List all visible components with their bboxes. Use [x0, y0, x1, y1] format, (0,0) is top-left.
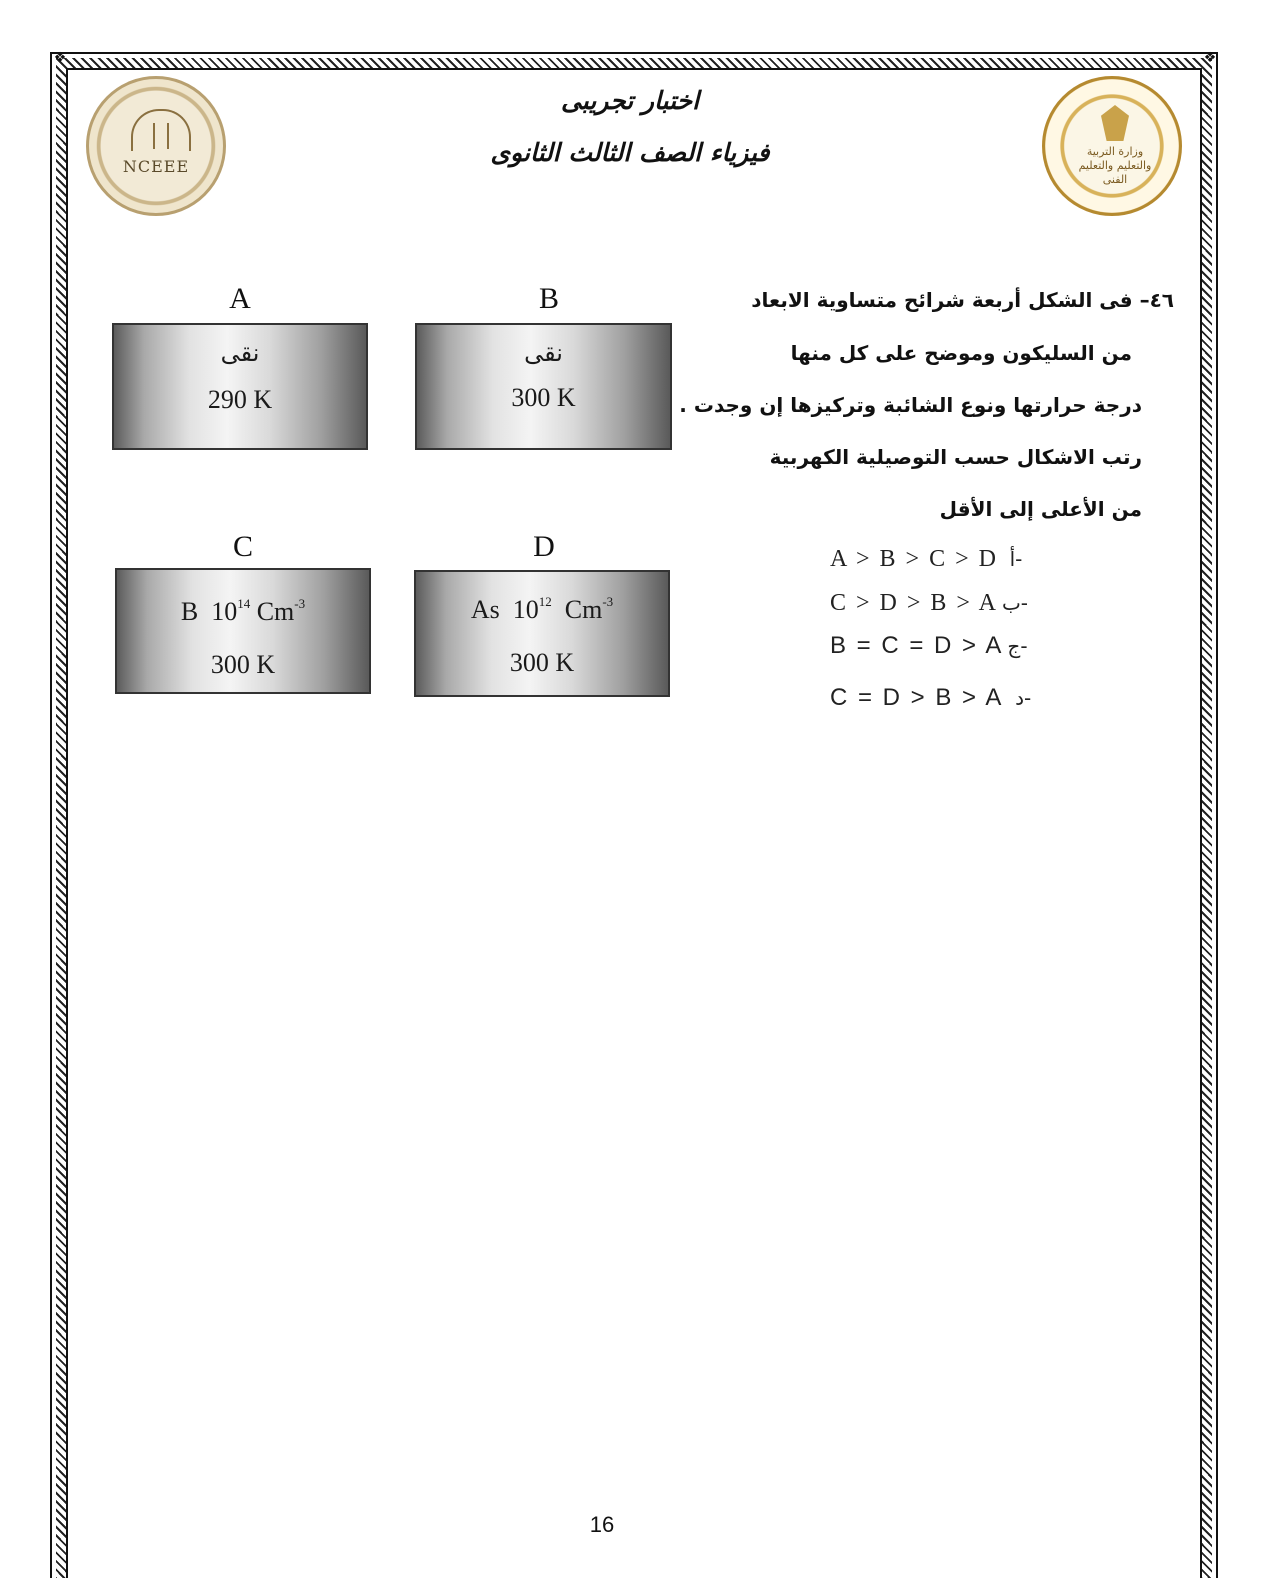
- slab-d-exponent: 12: [538, 594, 552, 609]
- eagle-icon: [1101, 105, 1129, 141]
- option-c-text: B = C = D > A: [830, 632, 1004, 659]
- slab-c-unit: Cm: [256, 597, 295, 626]
- slab-d-unit-exponent: -3: [602, 594, 614, 609]
- question-line-5: من الأعلى إلى الأقل: [939, 497, 1142, 521]
- slab-d-doping: [416, 594, 668, 625]
- nceee-logo-text: NCEEE: [122, 157, 190, 176]
- corner-ornament-icon: ❖: [53, 50, 67, 66]
- page-title: اختبار تجريبى: [560, 86, 700, 115]
- question-line-1: ٤٦– فى الشكل أربعة شرائح متساوية الابعاد: [751, 288, 1174, 312]
- option-d-text: C = D > B > A: [830, 684, 1004, 711]
- slab-d: [414, 570, 670, 697]
- slab-c-doping: [117, 596, 369, 627]
- slab-d-temperature: 300 K: [509, 648, 575, 677]
- option-d[interactable]: [830, 683, 1031, 712]
- slab-b-temperature: 300 K: [511, 383, 576, 412]
- ministry-seal-arabic: وزارة التربية والتعليم والتعليم الفنى: [1078, 145, 1152, 186]
- option-b[interactable]: [830, 588, 1028, 617]
- slab-b-label: B: [538, 282, 559, 315]
- option-c-letter: ج-: [1007, 634, 1028, 658]
- option-b-text: C > D > B > A: [830, 590, 998, 616]
- nceee-logo-icon: [86, 76, 226, 216]
- option-c[interactable]: [830, 631, 1028, 660]
- option-a[interactable]: [830, 544, 1022, 573]
- option-b-letter: ب-: [1001, 591, 1029, 615]
- option-a-text: A > B > C > D: [830, 546, 998, 572]
- question-line-2: من السليكون وموضح على كل منها: [790, 341, 1132, 365]
- option-a-letter: أ-: [1009, 547, 1023, 571]
- slab-a-type: نقى: [220, 339, 260, 367]
- slab-c-dopant: B: [180, 597, 199, 626]
- slab-c: [115, 568, 371, 694]
- slab-a: [112, 323, 368, 450]
- ministry-seal-icon: [1042, 76, 1182, 216]
- question-line-3: درجة حرارتها ونوع الشائبة وتركيزها إن وجدت .: [679, 393, 1142, 417]
- slab-d-label: D: [533, 530, 555, 563]
- scale-icon: [153, 123, 169, 149]
- slab-d-base: 10: [512, 595, 539, 624]
- slab-b: [415, 323, 672, 450]
- slab-a-label: A: [229, 282, 251, 315]
- slab-a-temperature: 290 K: [207, 385, 273, 414]
- slab-c-base: 10: [211, 597, 238, 626]
- slab-c-exponent: 14: [237, 596, 251, 611]
- slab-b-type: نقى: [524, 339, 563, 367]
- question-line-4: رتب الاشكال حسب التوصيلية الكهربية: [769, 445, 1142, 469]
- corner-ornament-icon: ❖: [1203, 50, 1217, 66]
- slab-c-temperature: 300 K: [210, 650, 276, 679]
- option-d-letter: د-: [1015, 686, 1032, 710]
- slab-c-label: C: [232, 530, 253, 563]
- slab-c-unit-exponent: -3: [294, 596, 306, 611]
- slab-d-unit: Cm: [564, 595, 603, 624]
- slab-d-dopant: As: [470, 595, 500, 624]
- page-subtitle: فيزياء الصف الثالث الثانوى: [490, 138, 770, 167]
- page-number: 16: [589, 1512, 615, 1537]
